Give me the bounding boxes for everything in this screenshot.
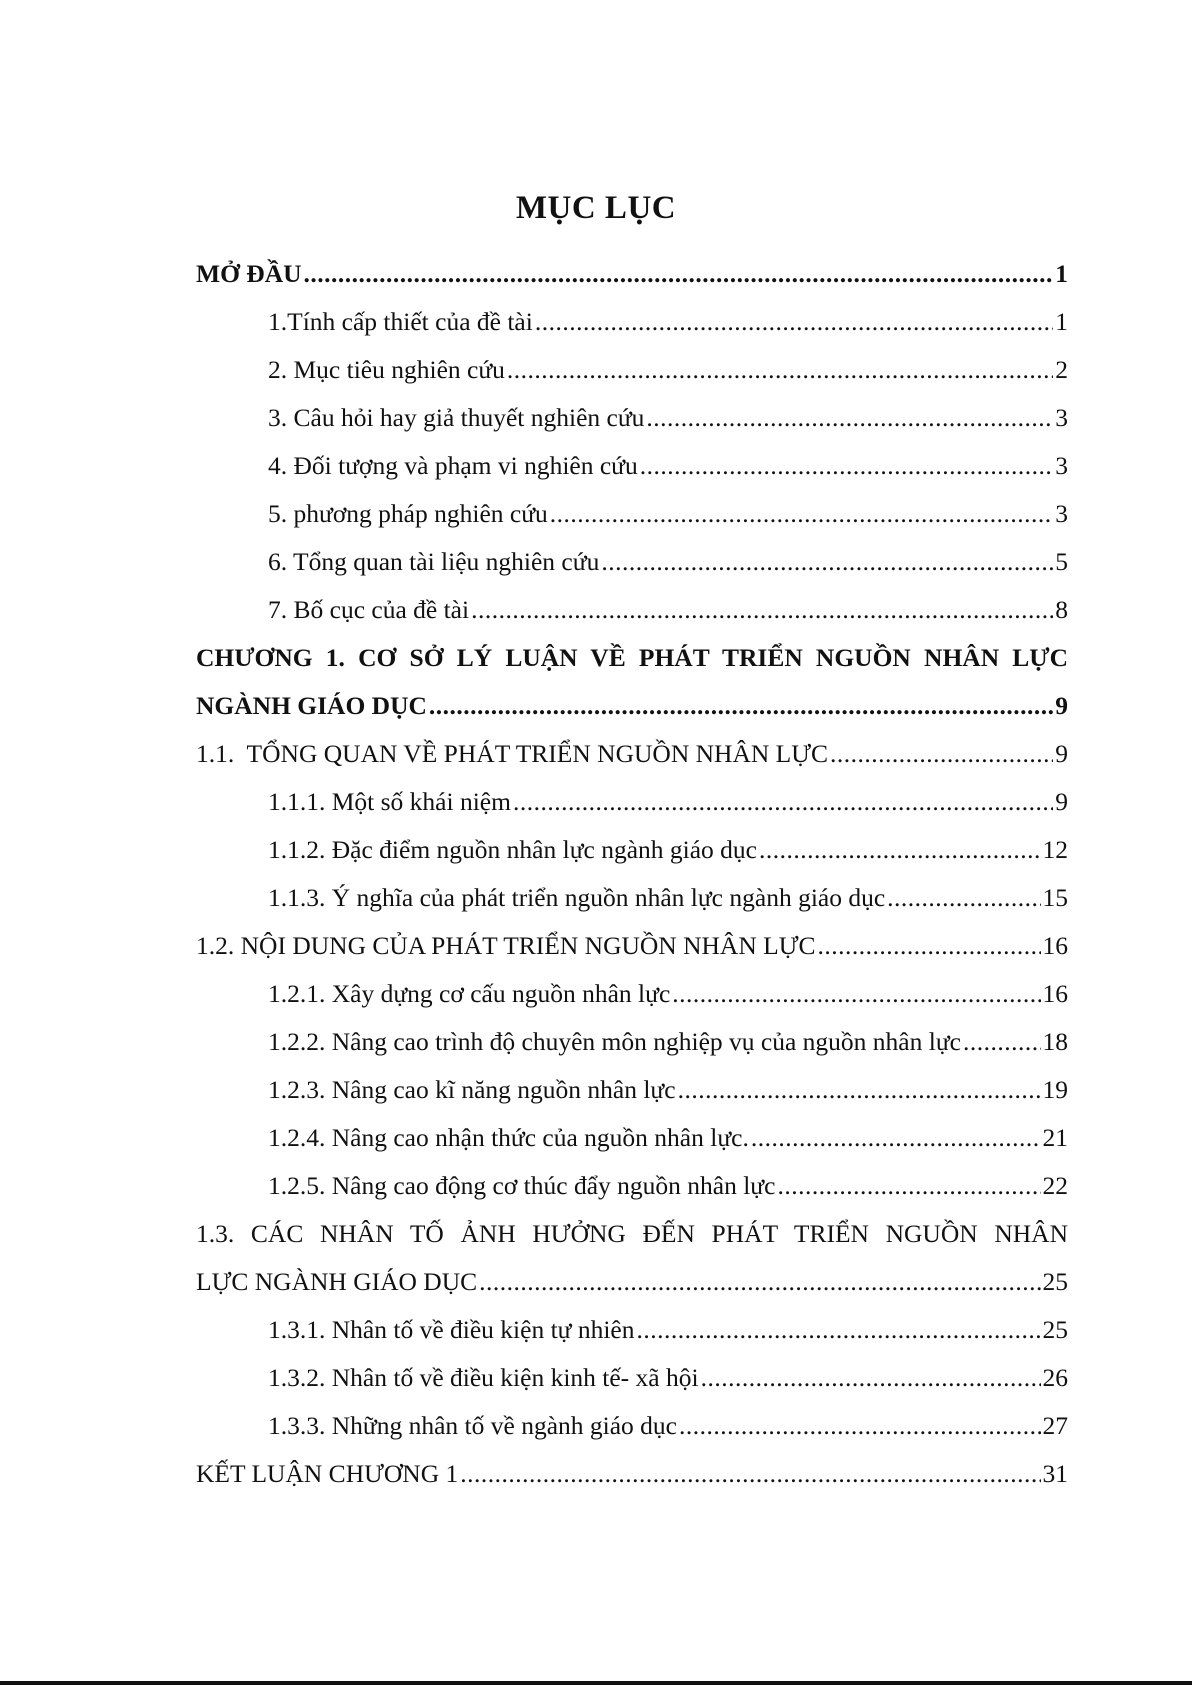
toc-entry-page: 31: [1042, 1459, 1068, 1488]
toc-entry-label: 2. Mục tiêu nghiên cứu: [268, 355, 505, 384]
toc-entry-page: 9: [1055, 787, 1068, 816]
toc-entry-page: 16: [1042, 931, 1068, 960]
toc-entry[interactable]: [196, 250, 1068, 298]
toc-entry[interactable]: [196, 874, 1068, 922]
toc-leader: [535, 298, 1053, 346]
toc-entry-label: 1.2.5. Nâng cao động cơ thúc đẩy nguồn nhân lực: [268, 1171, 776, 1200]
toc-entry-page: 1: [1055, 307, 1068, 336]
toc-leader: [304, 250, 1054, 298]
page-bottom-edge: [0, 1681, 1192, 1685]
toc-entry[interactable]: [196, 1066, 1068, 1114]
toc-leader: [830, 730, 1053, 778]
toc-entry[interactable]: [196, 298, 1068, 346]
toc-entry-label: 1.2. NỘI DUNG CỦA PHÁT TRIỂN NGUỒN NHÂN LỰC: [196, 931, 816, 960]
toc-entry-page: 25: [1042, 1315, 1068, 1344]
toc-entry-page: 3: [1055, 499, 1068, 528]
toc-entry-page: 25: [1042, 1267, 1068, 1296]
toc-entry-label: 1.1.2. Đặc điểm nguồn nhân lực ngành giáo dục: [268, 835, 757, 864]
toc-leader: [701, 1354, 1041, 1402]
toc-entry[interactable]: [196, 970, 1068, 1018]
toc-entry-label: 6. Tổng quan tài liệu nghiên cứu: [268, 547, 600, 576]
toc-leader: [818, 922, 1041, 970]
toc-leader: [637, 1306, 1041, 1354]
toc-entry-label: 1.3.1. Nhân tố về điều kiện tự nhiên: [268, 1315, 635, 1344]
toc-leader: [601, 538, 1053, 586]
toc-entry-label: KẾT LUẬN CHƯƠNG 1: [196, 1459, 459, 1488]
toc-entry[interactable]: [196, 394, 1068, 442]
toc-entry-page: 22: [1042, 1171, 1068, 1200]
toc-entry[interactable]: [196, 538, 1068, 586]
toc-entry[interactable]: [196, 730, 1068, 778]
toc-entry-page: 26: [1042, 1363, 1068, 1392]
toc-entry-label: 1.3.2. Nhân tố về điều kiện kinh tế- xã hội: [268, 1363, 699, 1392]
toc-entry-page: 16: [1042, 979, 1068, 1008]
toc-entry[interactable]: [196, 346, 1068, 394]
toc-leader: [672, 970, 1040, 1018]
toc-entry-page: 9: [1055, 739, 1068, 768]
toc-entry[interactable]: [196, 1258, 1068, 1306]
toc-entry[interactable]: [196, 1402, 1068, 1450]
toc-entry[interactable]: [196, 1354, 1068, 1402]
toc-entry-label: LỰC NGÀNH GIÁO DỤC: [196, 1267, 478, 1296]
toc-entry[interactable]: [196, 778, 1068, 826]
toc-entry-page: 8: [1055, 595, 1068, 624]
toc-entry[interactable]: [196, 1162, 1068, 1210]
toc-entry[interactable]: [196, 1306, 1068, 1354]
toc-leader: [646, 394, 1053, 442]
toc-entry-heading-line[interactable]: 1.3. CÁC NHÂN TỐ ẢNH HƯỞNG ĐẾN PHÁT TRIỂN NGUỒN NHÂN: [196, 1219, 1068, 1248]
toc-entry[interactable]: [196, 490, 1068, 538]
toc-entry-label: 1.2.4. Nâng cao nhận thức của nguồn nhân lực.: [268, 1123, 749, 1152]
toc-leader: [460, 1450, 1040, 1498]
toc-leader: [678, 1066, 1041, 1114]
toc-leader: [751, 1114, 1041, 1162]
toc-entry-label: 1.1. TỔNG QUAN VỀ PHÁT TRIỂN NGUỒN NHÂN LỰC: [196, 739, 829, 768]
toc-entry-heading-line[interactable]: CHƯƠNG 1. CƠ SỞ LÝ LUẬN VỀ PHÁT TRIỂN NGUỒN NHÂN LỰC: [196, 643, 1068, 672]
toc-entry-page: 2: [1055, 355, 1068, 384]
toc-entry-label: 1.3.3. Những nhân tố về ngành giáo dục: [268, 1411, 677, 1440]
toc-leader: [640, 442, 1054, 490]
toc-entry[interactable]: [196, 682, 1068, 730]
toc-leader: [471, 586, 1053, 634]
toc-leader: [777, 1162, 1040, 1210]
toc-entry-page: 18: [1042, 1027, 1068, 1056]
toc-entry-label: 1.2.3. Nâng cao kĩ năng nguồn nhân lực: [268, 1075, 676, 1104]
toc-entry-page: 9: [1055, 691, 1068, 720]
toc-leader: [887, 874, 1040, 922]
toc-entry[interactable]: [196, 1114, 1068, 1162]
toc-entry-label: NGÀNH GIÁO DỤC: [196, 691, 427, 720]
toc-entry-label: 1.Tính cấp thiết của đề tài: [268, 307, 533, 336]
toc-leader: [513, 778, 1053, 826]
toc-entry-label: 5. phương pháp nghiên cứu: [268, 499, 548, 528]
toc-leader: [963, 1018, 1041, 1066]
toc-leader: [479, 1258, 1040, 1306]
toc-entry-page: 5: [1055, 547, 1068, 576]
toc-entry-label: 1.2.2. Nâng cao trình độ chuyên môn nghiệp vụ của nguồn nhân lực: [268, 1027, 961, 1056]
toc-list: [196, 250, 1068, 1498]
toc-entry-page: 1: [1055, 259, 1068, 288]
toc-entry-page: 21: [1042, 1123, 1068, 1152]
toc-entry[interactable]: [196, 1018, 1068, 1066]
toc-entry-page: 12: [1042, 835, 1068, 864]
toc-entry-page: 15: [1042, 883, 1068, 912]
toc-entry-page: 3: [1055, 451, 1068, 480]
toc-entry[interactable]: [196, 826, 1068, 874]
toc-leader: [507, 346, 1053, 394]
toc-leader: [429, 682, 1053, 730]
toc-leader: [759, 826, 1041, 874]
toc-entry-page: 19: [1042, 1075, 1068, 1104]
toc-entry-label: MỞ ĐẦU: [196, 259, 302, 288]
toc-entry-label: 1.2.1. Xây dựng cơ cấu nguồn nhân lực: [268, 979, 671, 1008]
toc-leader: [679, 1402, 1041, 1450]
toc-entry[interactable]: [196, 586, 1068, 634]
toc-title: MỤC LỤC: [515, 190, 677, 226]
toc-entry-page: 27: [1042, 1411, 1068, 1440]
toc-entry-label: 1.1.3. Ý nghĩa của phát triển nguồn nhân lực ngành giáo dục: [268, 883, 886, 912]
toc-entry[interactable]: [196, 1450, 1068, 1498]
toc-entry-label: 1.1.1. Một số khái niệm: [268, 787, 511, 816]
toc-leader: [550, 490, 1053, 538]
toc-entry-page: 3: [1055, 403, 1068, 432]
toc-entry-label: 7. Bố cục của đề tài: [268, 595, 470, 624]
toc-entry[interactable]: [196, 442, 1068, 490]
toc-entry-label: 4. Đối tượng và phạm vi nghiên cứu: [268, 451, 638, 480]
toc-entry-label: 3. Câu hỏi hay giả thuyết nghiên cứu: [268, 403, 645, 432]
toc-entry[interactable]: [196, 922, 1068, 970]
